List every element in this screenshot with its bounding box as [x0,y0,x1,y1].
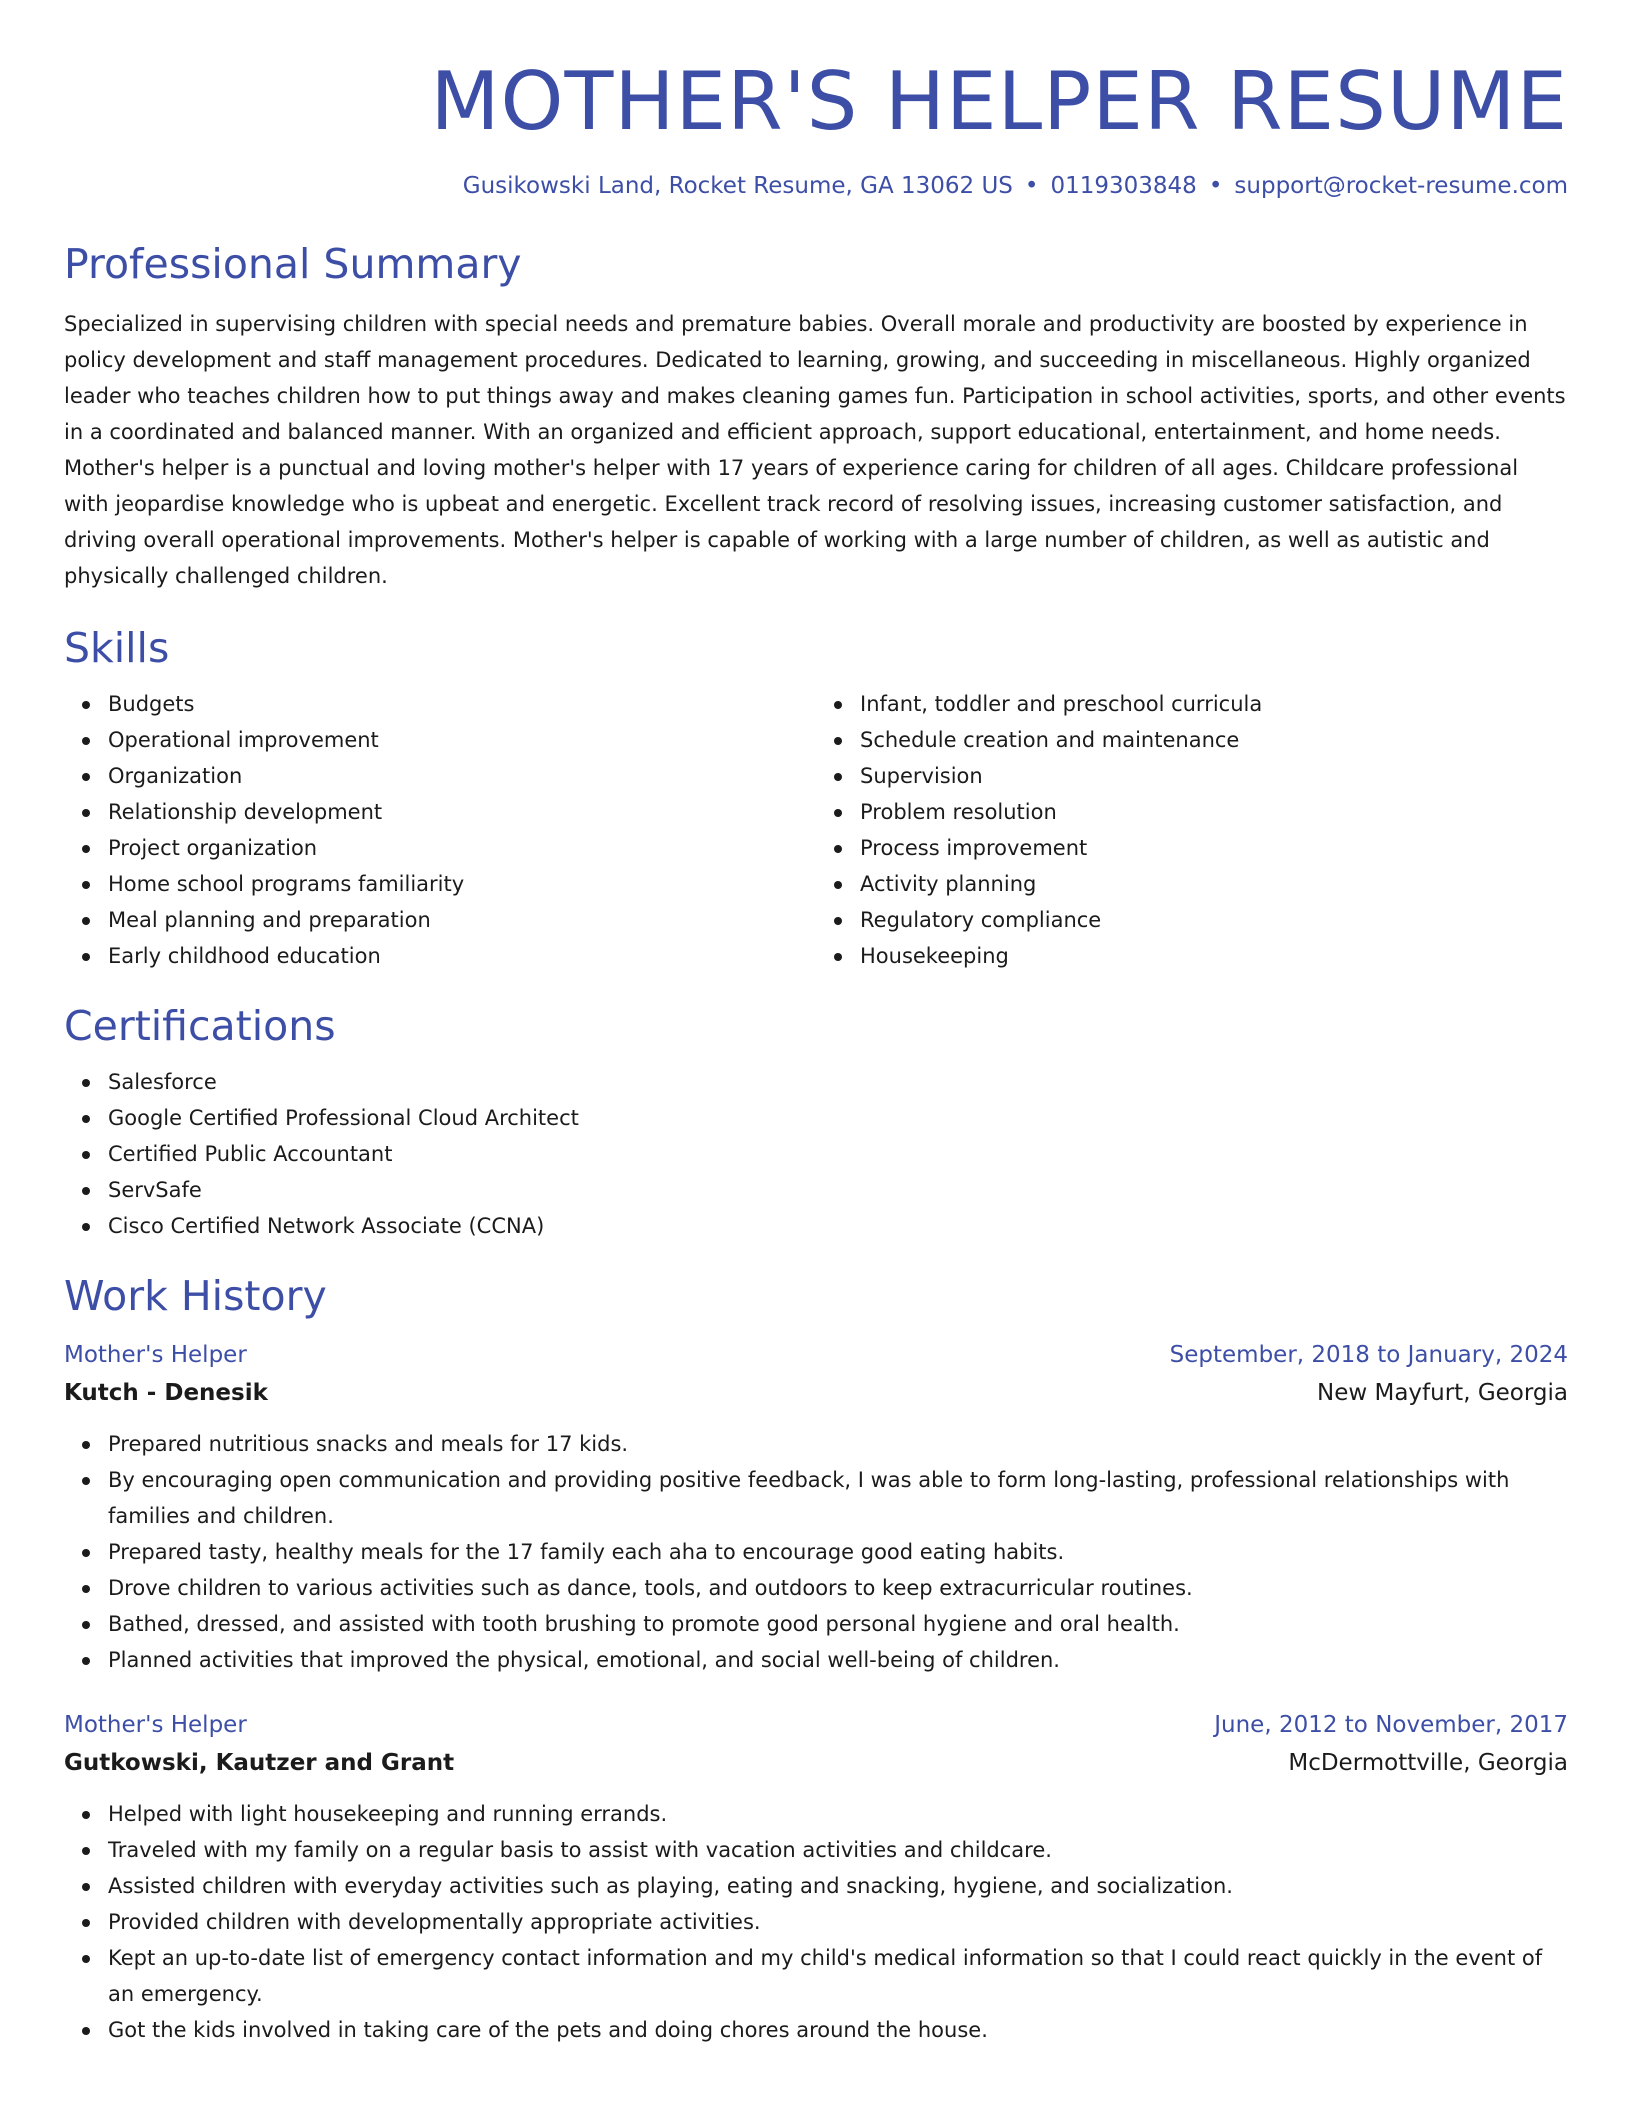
job-duties-list [64,1796,1568,2048]
certifications-heading: Certifications [64,1002,336,1050]
job-duty-item: Drove children to various activities such as dance, tools, and outdoors to keep extracurricular routines. [108,1570,1568,1606]
job-company-row [64,1744,1568,1782]
skill-item: Home school programs familiarity [108,866,816,902]
skill-item: Early childhood education [108,938,816,974]
job-duty-item: Got the kids involved in taking care of the pets and doing chores around the house. [108,2012,1568,2048]
job-header-row [64,1706,1568,1744]
summary-heading: Professional Summary [64,240,522,288]
job-duty-item: Kept an up-to-date list of emergency contact information and my child's medical information so that I could react quickly in the event of an emergency. [108,1940,1568,2012]
job-duty-item: Prepared tasty, healthy meals for the 17 family each aha to encourage good eating habits. [108,1534,1568,1570]
job-company-row [64,1374,1568,1412]
job-dates: June, 2012 to November, 2017 [1214,1712,1568,1738]
job-duty-item: Provided children with developmentally appropriate activities. [108,1904,1568,1940]
contact-separator: • [1208,173,1223,199]
job-header-row [64,1336,1568,1374]
job-role: Mother's Helper [64,1342,247,1368]
job-duty-item: Planned activities that improved the physical, emotional, and social well-being of children. [108,1642,1568,1678]
work-history-heading: Work History [64,1272,327,1320]
summary-text: Specialized in supervising children with special needs and premature babies. Overall morale and productivity are boosted by experience in policy development and staff management procedures. Dedicated to learning, growing, and succeeding in miscellaneous. Highly organized leader who teaches children how to put things away and makes cleaning games fun. Participation in school activities, sports, and other events in a coordinated and balanced manner. With an organized and efficient approach, support educational, entertainment, and home needs. Mother's helper is a punctual and loving mother's helper with 17 years of experience caring for children of all ages. Childcare professional with jeopardise knowledge who is upbeat and energetic. Excellent track record of resolving issues, increasing customer satisfaction, and driving overall operational improvements. Mother's helper is capable of working with a large number of children, as well as autistic and physically challenged children. [64,312,1566,588]
skill-item: Problem resolution [860,794,1568,830]
skill-item: Process improvement [860,830,1568,866]
job-role: Mother's Helper [64,1712,247,1738]
skill-item: Meal planning and preparation [108,902,816,938]
job-dates: September, 2018 to January, 2024 [1169,1342,1568,1368]
certification-item: Google Certified Professional Cloud Architect [108,1100,1568,1136]
skills-list-right [816,686,1568,974]
job-company: Kutch - Denesik [64,1380,268,1406]
job-duty-item: Bathed, dressed, and assisted with tooth brushing to promote good personal hygiene and oral health. [108,1606,1568,1642]
job-duty-item: By encouraging open communication and providing positive feedback, I was able to form long-lasting, professional relationships with families and children. [108,1462,1568,1534]
skills-grid [64,686,1568,974]
job-duties-list [64,1426,1568,1678]
skills-list-left [64,686,816,974]
resume-title: MOTHER'S HELPER RESUME [430,55,1568,148]
job-location: New Mayfurt, Georgia [1317,1380,1568,1406]
skill-item: Supervision [860,758,1568,794]
skill-item: Schedule creation and maintenance [860,722,1568,758]
skill-item: Regulatory compliance [860,902,1568,938]
job-location: McDermottville, Georgia [1288,1750,1568,1776]
job-entry [64,1706,1568,2048]
job-entry [64,1336,1568,1678]
skill-item: Activity planning [860,866,1568,902]
job-duty-item: Traveled with my family on a regular basis to assist with vacation activities and childcare. [108,1832,1568,1868]
certification-item: Certified Public Accountant [108,1136,1568,1172]
skill-item: Project organization [108,830,816,866]
contact-email[interactable]: support@rocket-resume.com [1234,173,1568,199]
skills-heading: Skills [64,624,170,672]
contact-separator: • [1024,173,1039,199]
contact-line [64,170,1568,202]
job-duty-item: Prepared nutritious snacks and meals for 17 kids. [108,1426,1568,1462]
job-duty-item: Helped with light housekeeping and running errands. [108,1796,1568,1832]
skill-item: Relationship development [108,794,816,830]
skill-item: Housekeeping [860,938,1568,974]
certifications-list [64,1064,1568,1244]
job-duty-item: Assisted children with everyday activities such as playing, eating and snacking, hygiene, and socialization. [108,1868,1568,1904]
job-company: Gutkowski, Kautzer and Grant [64,1750,455,1776]
certification-item: Cisco Certified Network Associate (CCNA) [108,1208,1568,1244]
certification-item: ServSafe [108,1172,1568,1208]
skill-item: Operational improvement [108,722,816,758]
contact-address: Gusikowski Land, Rocket Resume, GA 13062 US [462,173,1013,199]
skill-item: Infant, toddler and preschool curricula [860,686,1568,722]
contact-phone[interactable]: 0119303848 [1050,173,1197,199]
certification-item: Salesforce [108,1064,1568,1100]
skill-item: Budgets [108,686,816,722]
skill-item: Organization [108,758,816,794]
